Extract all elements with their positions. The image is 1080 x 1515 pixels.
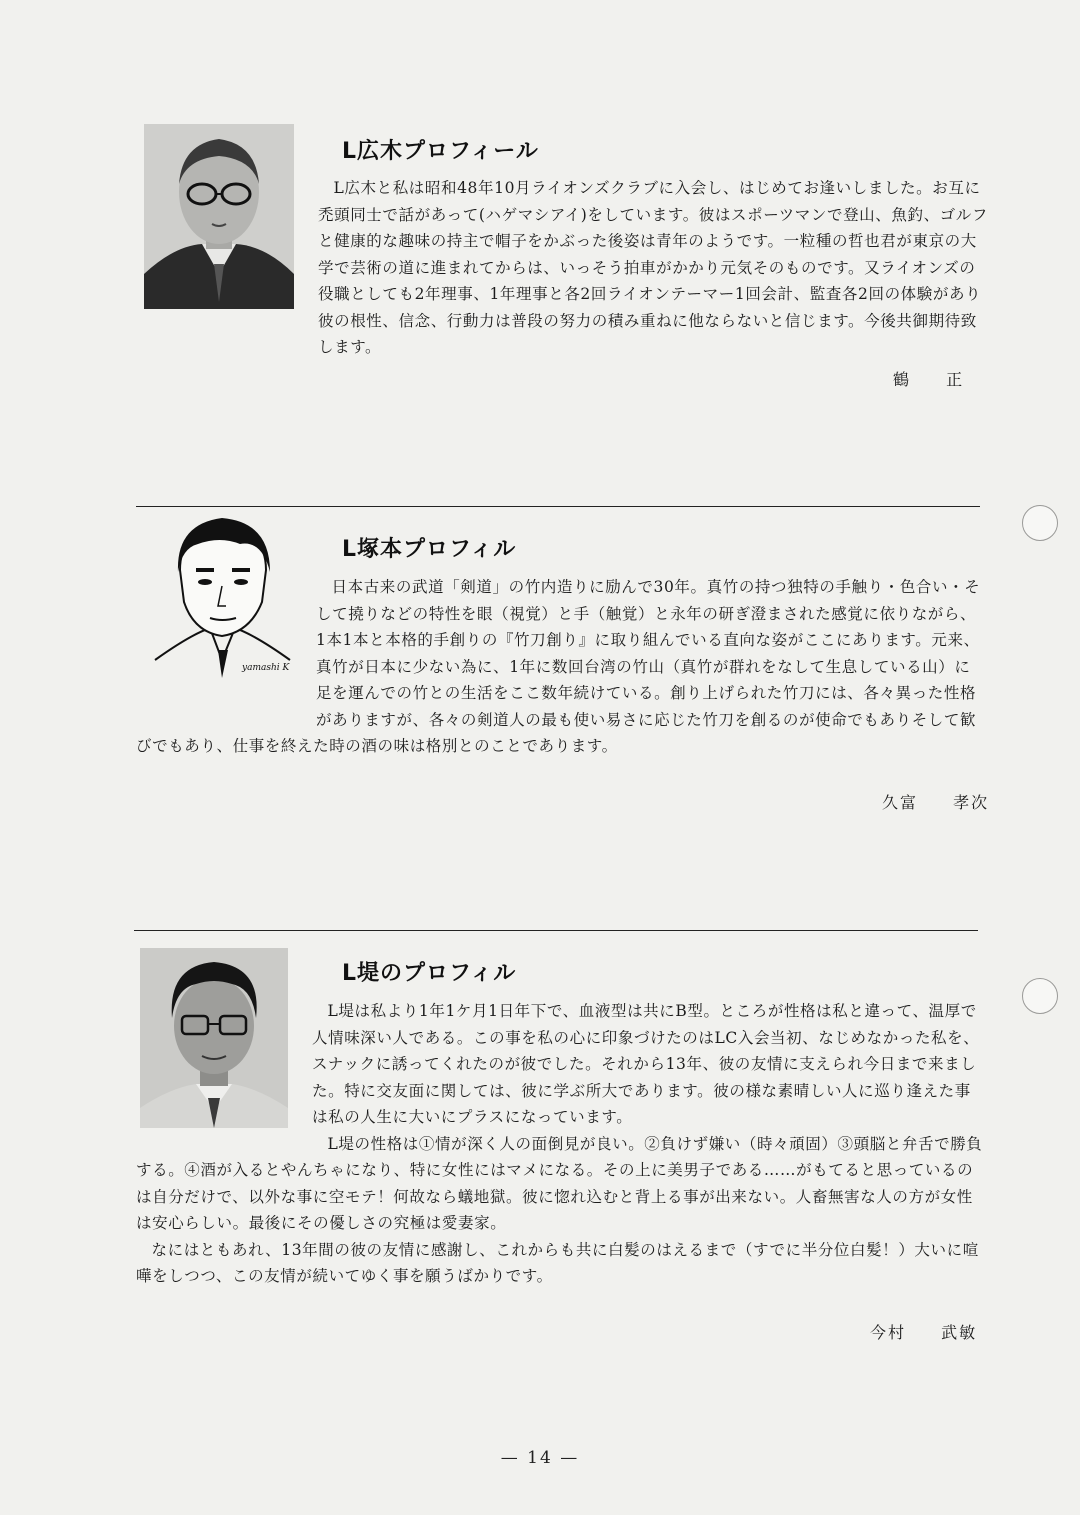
signature-tsukamoto: 久富 孝次 <box>882 793 990 812</box>
punch-hole-top <box>1022 505 1058 541</box>
paragraph: L広木と私は昭和48年10月ライオンズクラブに入会し、はじめてお逢いしました。お互に禿頭同士で話があって(ハゲマシアイ)をしています。彼はスポーツマンで登山、魚釣、ゴルフと健康的な趣味の持主で帽子をかぶった後姿は青年のようです。一粒種の哲也君が東京の大学で芸術の道に進まれてからは、いっそう拍車がかかり元気そのものです。又ライオンズの役職としても2年理事、1年理事と各2回ライオンテーマー1回会計、監査各2回の体験があり彼の根性、信念、行動力は普段の努力の積み重ねに他ならないと信じます。今後共御期待致します。 <box>318 179 988 356</box>
paragraph: L堤の性格は①情が深く人の面倒見が良い。②負けず嫌い（時々頑固）③頭脳と弁舌で勝負する。④酒が入るとやんちゃになり、特に女性にはマメになる。その上に美男子である……がもてると思っているのは自分だけで、以外な事に空モテ！何故なら蟻地獄。彼に惚れ込むと背上る事が出来ない。人畜無害な人の方が女性は安心らしい。最後にその優しさの究極は愛妻家。 <box>136 1134 983 1232</box>
section-divider <box>134 930 978 931</box>
section-title-tsukamoto: L塚本プロフィル <box>342 537 517 562</box>
section-body-tsutsumi <box>136 998 986 1290</box>
portrait-photo-hiroki <box>144 124 294 309</box>
paragraph: 日本古来の武道「剣道」の竹内造りに励んで30年。真竹の持つ独特の手触り・色合い・そして撓りなどの特性を眼（視覚）と手（触覚）と永年の研ぎ澄まされた感覚に依りながら、1本1本と本格的手創りの『竹刀創り』に取り組んでいる直向な姿がここにあります。元来、真竹が日本に少ない為に、1年に数回台湾の竹山（真竹が群れをなして生息している山）に足を運んでの竹との生活をここ数年続けている。創り上げられた竹刀には、各々異った性格がありますが、各々の剣道人の最も使い易さに応じた竹刀を創るのが使命でもありそして歓びでもあり、仕事を終えた時の酒の味は格別とのことであります。 <box>136 578 981 755</box>
signature-hiroki: 鶴 正 <box>893 370 965 389</box>
portrait-signature: yamashi K <box>242 663 290 673</box>
float-spacer <box>136 574 316 707</box>
page-number: — 14 — <box>500 1448 580 1468</box>
punch-hole-bottom <box>1022 978 1058 1014</box>
section-title-tsutsumi: L堤のプロフィル <box>342 961 517 986</box>
paragraph: なにはともあれ、13年間の彼の友情に感謝し、これからも共に白髪のはえるまで（すでに半分位白髪！）大いに喧嘩をしつつ、この友情が続いてゆく事を願うばかりです。 <box>136 1240 979 1285</box>
section-body-hiroki <box>318 175 988 361</box>
paragraph: L堤は私より1年1ケ月1日年下で、血液型は共にB型。ところが性格は私と違って、温厚で人情味深い人である。この事を私の心に印象づけたのはLC入会当初、なじめなかった私を、スナックに誘ってくれたのが彼でした。それから13年、彼の友情に支えられ今日まで来ました。特に交友面に関しては、彼に学ぶ所大であります。彼の様な素晴しい人に巡り逢えた事は私の人生に大いにプラスになっています。 <box>312 1002 980 1126</box>
section-body-tsukamoto <box>136 574 986 760</box>
section-divider <box>136 506 980 507</box>
section-title-hiroki: L広木プロフィール <box>342 139 539 164</box>
signature-tsutsumi: 今村 武敏 <box>870 1323 978 1342</box>
float-spacer <box>136 998 312 1131</box>
